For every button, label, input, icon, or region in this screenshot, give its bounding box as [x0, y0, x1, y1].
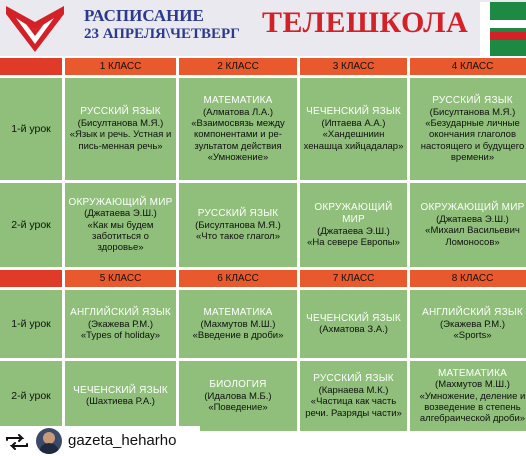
teacher: (Джатаева Э.Ш.) — [317, 225, 390, 237]
class-header: 5 КЛАСС — [65, 270, 176, 287]
subject: ОКРУЖАЮЩИЙ МИР — [68, 196, 173, 208]
teacher: (Экажева Р.М.) — [439, 318, 506, 330]
subject: РУССКИЙ ЯЗЫК — [80, 106, 161, 118]
topic: «Types of holiday» — [80, 329, 161, 341]
chechen-flag-icon — [480, 2, 526, 56]
teacher: (Экажева Р.М.) — [87, 318, 154, 330]
schedule-cell — [179, 290, 297, 358]
header — [0, 0, 526, 56]
schedule-cell — [65, 361, 176, 431]
topic: «Как мы будем заботиться о здоровье» — [87, 219, 154, 254]
teacher: (Махмутов М.Ш.) — [200, 318, 276, 330]
topic: «Язык и речь. Устная и пись-менная речь» — [69, 129, 172, 152]
teacher: (Ахматова З.А.) — [319, 324, 388, 336]
schedule-cell — [65, 290, 176, 358]
subject: МАТЕМАТИКА — [203, 95, 273, 107]
schedule-table-1 — [0, 58, 526, 267]
teacher: (Джатаева Э.Ш.) — [84, 208, 157, 220]
schedule-cell — [179, 183, 297, 267]
teacher: (Алматова Л.А.) — [202, 106, 274, 118]
username[interactable]: gazeta_heharho — [68, 432, 177, 449]
class-header: 4 КЛАСС — [410, 58, 526, 75]
subject: ОКРУЖАЮЩИЙ МИР — [314, 202, 393, 225]
teacher: (Карнаева М.К.) — [318, 385, 389, 397]
topic: «Введение в дроби» — [192, 329, 284, 341]
schedule-cell — [300, 78, 407, 180]
brand-title: ТЕЛЕШКОЛА — [262, 6, 469, 39]
subject: ЧЕЧЕНСКИЙ ЯЗЫК — [306, 106, 401, 118]
topic: «Хандешниин хенашца хийцадалар» — [303, 129, 404, 152]
schedule-cell — [179, 361, 297, 431]
repost-footer — [0, 426, 200, 456]
teacher: (Иптаева А.А.) — [321, 118, 386, 130]
schedule-cell — [410, 361, 526, 431]
schedule-table-2 — [0, 270, 526, 428]
lesson-label: 1-й урок — [0, 290, 62, 358]
topic: «Взаимосвязь между компонентами и ре-зультатом действия «Умножение» — [191, 118, 285, 163]
topic: «Умножение, деление и возведение в степень алгебраической дроби» — [419, 390, 526, 425]
subject: ЧЕЧЕНСКИЙ ЯЗЫК — [306, 312, 401, 324]
topic: «Михаил Васильевич Ломоносов» — [425, 225, 520, 248]
class-header: 1 КЛАСС — [65, 58, 176, 75]
schedule-cell — [410, 78, 526, 180]
subject: АНГЛИЙСКИЙ ЯЗЫК — [70, 306, 171, 318]
teacher: (Джатаева Э.Ш.) — [436, 214, 509, 226]
schedule-cell — [65, 183, 176, 267]
telescola-logo-icon — [4, 4, 66, 54]
class-header: 6 КЛАСС — [179, 270, 297, 287]
schedule-title-line1: РАСПИСАНИЕ — [84, 6, 204, 25]
topic: «Безударные личные окончания глаголов настоящего и будущего времени» — [420, 118, 525, 163]
schedule-cell — [410, 183, 526, 267]
teacher: (Бисултанова М.Я.) — [429, 106, 516, 118]
schedule-cell — [410, 290, 526, 358]
schedule-cell — [300, 290, 407, 358]
class-header: 7 КЛАСС — [300, 270, 407, 287]
schedule-cell — [179, 78, 297, 180]
subject: РУССКИЙ ЯЗЫК — [432, 95, 513, 107]
table-corner — [0, 270, 62, 287]
subject: МАТЕМАТИКА — [437, 367, 507, 379]
teacher: (Бисултанова М.Я.) — [77, 118, 164, 130]
topic: «Что такое глагол» — [195, 230, 281, 242]
schedule-title-line2: 23 АПРЕЛЯ\ЧЕТВЕРГ — [84, 25, 240, 42]
topic: «Поведение» — [208, 401, 268, 413]
subject: АНГЛИЙСКИЙ ЯЗЫК — [422, 306, 523, 318]
lesson-label: 2-й урок — [0, 183, 62, 267]
lesson-label: 1-й урок — [0, 78, 62, 180]
topic: «Частица как часть речи. Разряды части» — [305, 396, 402, 419]
avatar[interactable] — [36, 428, 62, 454]
subject: ЧЕЧЕНСКИЙ ЯЗЫК — [73, 384, 168, 396]
subject: ОКРУЖАЮЩИЙ МИР — [420, 202, 525, 214]
teacher: (Махмутов М.Ш.) — [435, 379, 510, 391]
topic: «На севере Европы» — [307, 236, 400, 248]
class-header: 3 КЛАСС — [300, 58, 407, 75]
table-corner — [0, 58, 62, 75]
teacher: (Идалова М.Б.) — [204, 390, 272, 402]
schedule-cell — [300, 183, 407, 267]
lesson-label: 2-й урок — [0, 361, 62, 431]
repost-icon[interactable] — [4, 434, 30, 450]
class-header: 8 КЛАСС — [410, 270, 526, 287]
topic: «Sports» — [453, 329, 492, 341]
subject: РУССКИЙ ЯЗЫК — [313, 373, 394, 385]
schedule-cell — [65, 78, 176, 180]
teacher: (Шахтиева Р.А.) — [86, 396, 155, 408]
class-header: 2 КЛАСС — [179, 58, 297, 75]
schedule-title — [84, 6, 240, 43]
teacher: (Бисултанова М.Я.) — [195, 219, 281, 231]
schedule-cell — [300, 361, 407, 431]
subject: РУССКИЙ ЯЗЫК — [197, 207, 279, 219]
subject: БИОЛОГИЯ — [209, 378, 267, 390]
subject: МАТЕМАТИКА — [203, 306, 273, 318]
